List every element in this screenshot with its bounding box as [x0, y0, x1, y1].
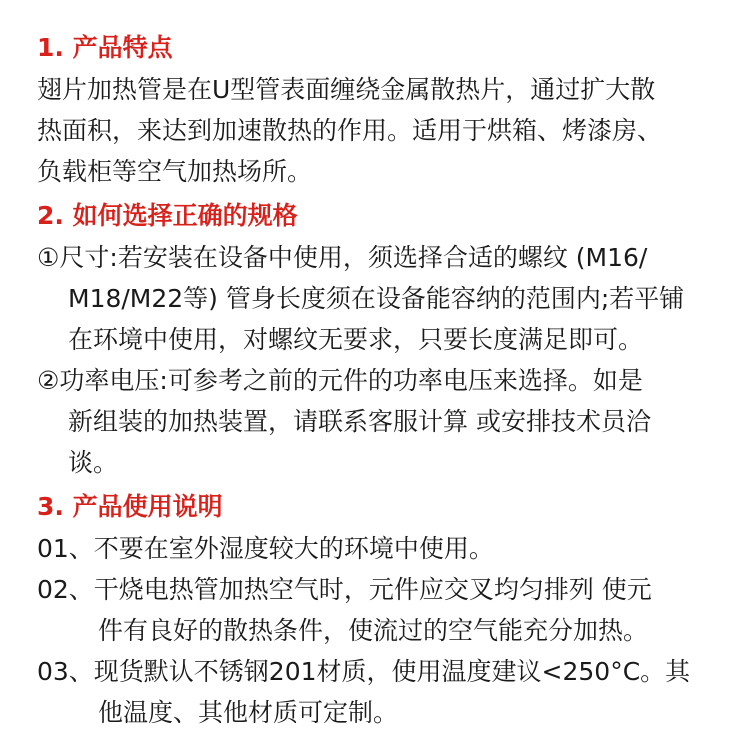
usage-item-2-line-1: 02、干烧电热管加热空气时，元件应交叉均匀排列 使元: [37, 575, 652, 604]
usage-item-3-line-1: 03、现货默认不锈钢201材质，使用温度建议<250°C。其: [37, 657, 691, 686]
selection-item-1-line-2: M18/M22等) 管身长度须在设备能容纳的范围内;若平铺: [68, 284, 685, 313]
usage-item-3-line-2: 他温度、其他材质可定制。: [98, 698, 399, 727]
usage-item-2-line-2: 件有良好的散热条件，使流过的空气能充分加热。: [98, 616, 649, 645]
selection-item-2-line-1: ②功率电压:可参考之前的元件的功率电压来选择。如是: [37, 366, 643, 395]
section-heading-usage: 3. 产品使用说明: [37, 492, 223, 521]
section-heading-features: 1. 产品特点: [37, 33, 173, 62]
features-line-3: 负载柜等空气加热场所。: [37, 157, 313, 186]
section-heading-selection: 2. 如何选择正确的规格: [37, 201, 298, 230]
selection-item-1-line-1: ①尺寸:若安装在设备中使用，须选择合适的螺纹 (M16/: [37, 243, 648, 272]
selection-item-1-line-3: 在环境中使用，对螺纹无要求，只要长度满足即可。: [68, 325, 644, 354]
selection-item-2-line-2: 新组装的加热装置，请联系客服计算 或安排技术员洽: [68, 407, 651, 436]
features-line-2: 热面积，来达到加速散热的作用。适用于烘箱、烤漆房、: [37, 116, 663, 145]
features-line-1: 翅片加热管是在U型管表面缠绕金属散热片，通过扩大散: [37, 75, 656, 104]
usage-item-1-line-1: 01、不要在室外湿度较大的环境中使用。: [37, 534, 494, 563]
selection-item-2-line-3: 谈。: [68, 448, 119, 477]
